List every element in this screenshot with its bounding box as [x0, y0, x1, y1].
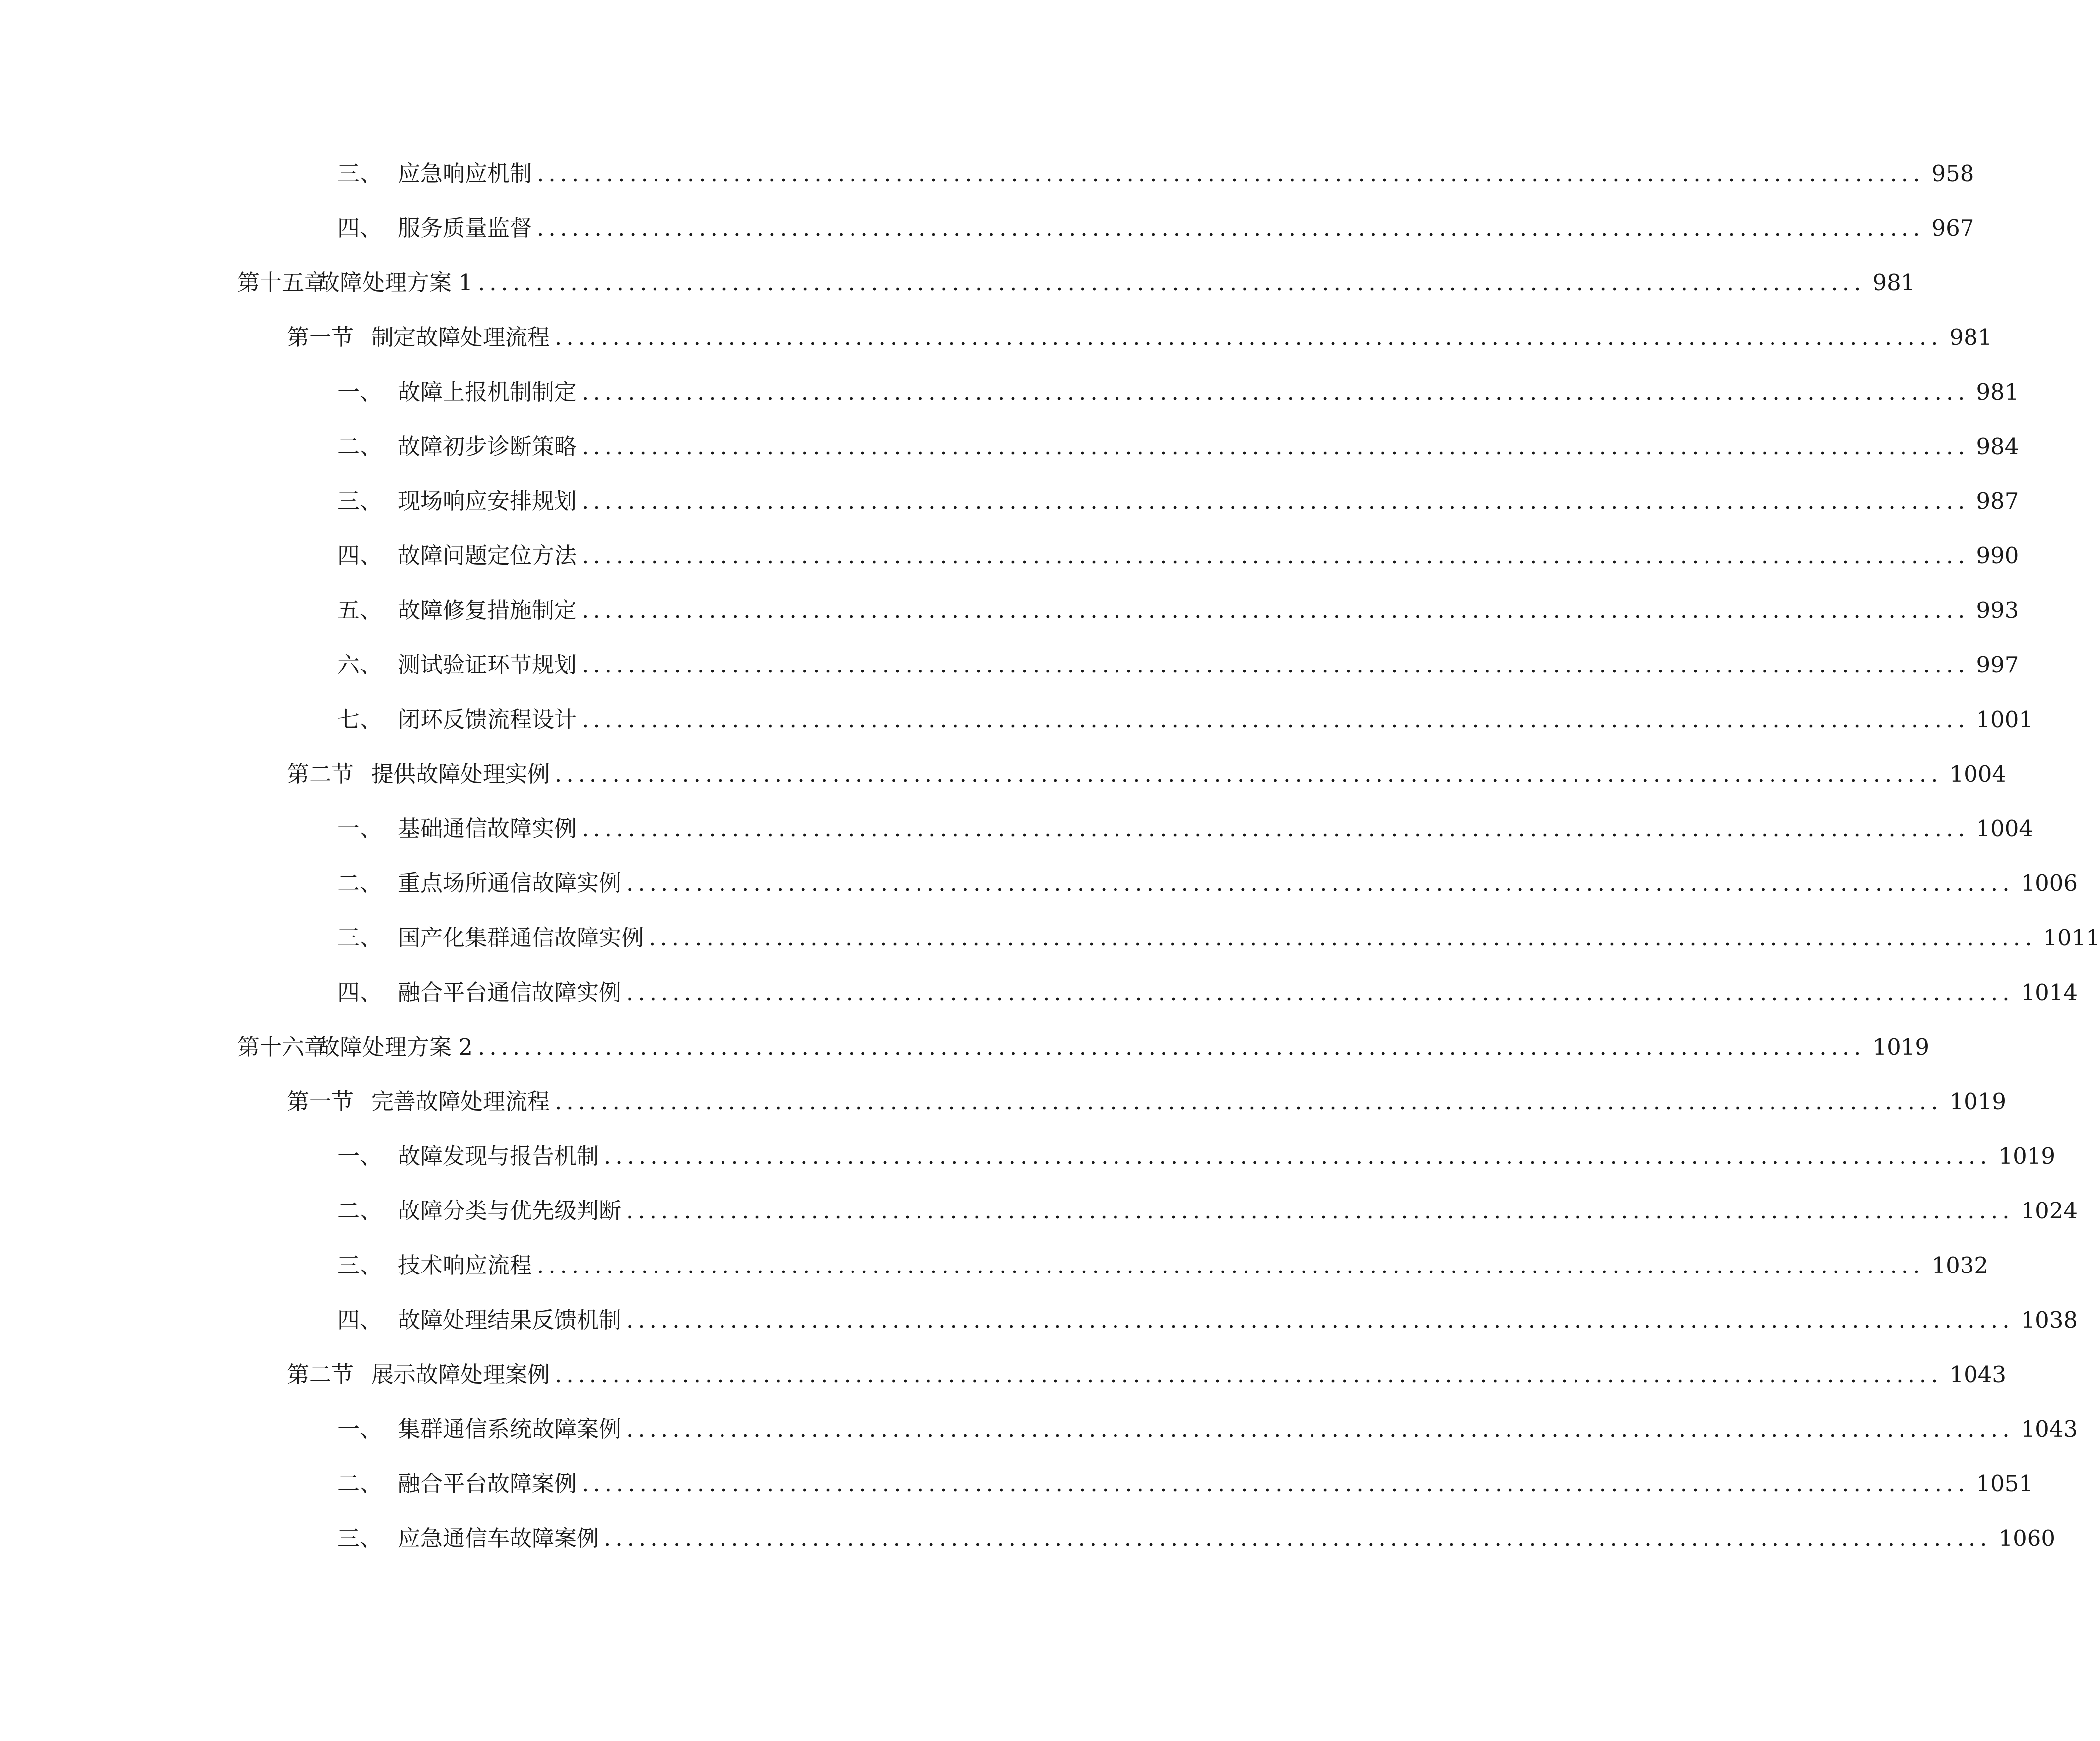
entry-title: 基础通信故障实例 — [398, 815, 577, 842]
dot-leader: ........................................................................................................................ — [582, 542, 1969, 569]
entry-number: 三、 — [337, 160, 383, 187]
entry-title: 集群通信系统故障案例 — [398, 1416, 622, 1442]
dot-leader: ........................................................................................................................ — [582, 488, 1969, 514]
toc-entry[interactable] — [337, 1519, 2056, 1558]
dot-leader: ........................................................................................................................ — [582, 706, 1969, 733]
entry-page-number: 1038 — [2021, 1307, 2078, 1333]
entry-number: 第一节 — [287, 1088, 354, 1115]
entry-number: 二、 — [337, 433, 383, 460]
dot-leader: ........................................................................................................................ — [604, 1525, 1992, 1551]
dot-leader: ........................................................................................................................ — [582, 652, 1969, 678]
entry-title: 故障处理方案 1 — [318, 269, 473, 296]
entry-page-number: 1006 — [2021, 870, 2078, 896]
toc-entry[interactable] — [337, 208, 1974, 248]
entry-page-number: 1024 — [2021, 1198, 2078, 1224]
entry-title: 故障问题定位方法 — [398, 542, 577, 569]
toc-entry[interactable] — [287, 318, 1992, 357]
entry-page-number: 1004 — [1976, 815, 2034, 842]
entry-title: 测试验证环节规划 — [398, 652, 577, 678]
entry-page-number: 993 — [1976, 597, 2019, 623]
toc-entry[interactable] — [237, 1027, 1929, 1067]
entry-page-number: 1019 — [1949, 1088, 2007, 1115]
dot-leader: ........................................................................................................................ — [604, 1143, 1992, 1169]
entry-page-number: 981 — [1976, 379, 2019, 405]
entry-number: 第十五章 — [237, 269, 327, 296]
entry-page-number: 1004 — [1949, 761, 2007, 787]
entry-page-number: 1051 — [1976, 1471, 2034, 1497]
toc-entry[interactable] — [337, 973, 2078, 1012]
dot-leader: ........................................................................................................................ — [626, 1307, 2014, 1333]
dot-leader: ........................................................................................................................ — [555, 324, 1943, 350]
entry-number: 第十六章 — [237, 1034, 327, 1060]
entry-title: 故障分类与优先级判断 — [398, 1198, 622, 1224]
entry-number: 四、 — [337, 1307, 383, 1333]
entry-page-number: 1019 — [1872, 1034, 1929, 1060]
entry-page-number: 958 — [1931, 160, 1974, 187]
dot-leader: ........................................................................................................................ — [537, 215, 1925, 241]
toc-entry[interactable] — [337, 700, 2034, 739]
entry-page-number: 981 — [1949, 324, 1992, 350]
toc-entry[interactable] — [337, 1409, 2078, 1449]
toc-entry[interactable] — [337, 536, 2019, 576]
toc-entry[interactable] — [337, 809, 2034, 849]
entry-number: 四、 — [337, 542, 383, 569]
entry-number: 三、 — [337, 488, 383, 514]
dot-leader: ........................................................................................................................ — [537, 160, 1925, 187]
entry-title: 重点场所通信故障实例 — [398, 870, 622, 896]
entry-number: 三、 — [337, 1525, 383, 1551]
dot-leader: ........................................................................................................................ — [582, 1471, 1969, 1497]
entry-number: 一、 — [337, 379, 383, 405]
entry-title: 融合平台故障案例 — [398, 1471, 577, 1497]
toc-entry[interactable] — [337, 1191, 2078, 1231]
entry-page-number: 984 — [1976, 433, 2019, 460]
entry-title: 故障修复措施制定 — [398, 597, 577, 623]
entry-title: 制定故障处理流程 — [371, 324, 550, 350]
entry-title: 展示故障处理案例 — [371, 1361, 550, 1388]
entry-title: 完善故障处理流程 — [371, 1088, 550, 1115]
entry-number: 一、 — [337, 815, 383, 842]
entry-title: 融合平台通信故障实例 — [398, 979, 622, 1005]
toc-entry[interactable] — [237, 263, 1915, 303]
entry-title: 服务质量监督 — [398, 215, 532, 241]
entry-title: 应急响应机制 — [398, 160, 532, 187]
entry-title: 故障处理方案 2 — [318, 1034, 473, 1060]
entry-page-number: 981 — [1872, 269, 1915, 296]
entry-number: 五、 — [337, 597, 383, 623]
entry-number: 三、 — [337, 1252, 383, 1278]
entry-number: 三、 — [337, 925, 383, 951]
entry-number: 一、 — [337, 1143, 383, 1169]
entry-number: 二、 — [337, 1198, 383, 1224]
toc-entry[interactable] — [337, 645, 2019, 685]
entry-page-number: 1019 — [1998, 1143, 2056, 1169]
entry-title: 应急通信车故障案例 — [398, 1525, 599, 1551]
entry-number: 二、 — [337, 1471, 383, 1497]
toc-entry[interactable] — [337, 591, 2019, 630]
entry-title: 故障上报机制制定 — [398, 379, 577, 405]
dot-leader: ........................................................................................................................ — [626, 979, 2014, 1005]
toc-entry[interactable] — [337, 1464, 2034, 1504]
entry-page-number: 990 — [1976, 542, 2019, 569]
entry-title: 技术响应流程 — [398, 1252, 532, 1278]
entry-title: 国产化集群通信故障实例 — [398, 925, 644, 951]
dot-leader: ........................................................................................................................ — [626, 1198, 2014, 1224]
entry-page-number: 997 — [1976, 652, 2019, 678]
toc-entry[interactable] — [337, 864, 2078, 903]
dot-leader: ........................................................................................................................ — [582, 379, 1969, 405]
toc-entry[interactable] — [337, 1137, 2056, 1176]
entry-page-number: 1043 — [1949, 1361, 2007, 1388]
entry-page-number: 1001 — [1976, 706, 2034, 733]
entry-number: 一、 — [337, 1416, 383, 1442]
dot-leader: ........................................................................................................................ — [555, 1361, 1943, 1388]
dot-leader: ........................................................................................................................ — [582, 433, 1969, 460]
dot-leader: ........................................................................................................................ — [626, 1416, 2014, 1442]
entry-title: 现场响应安排规划 — [398, 488, 577, 514]
entry-number: 第二节 — [287, 761, 354, 787]
toc-entry[interactable] — [337, 372, 2019, 412]
dot-leader: ........................................................................................................................ — [477, 1034, 1866, 1060]
toc-entry[interactable] — [337, 918, 2100, 958]
entry-number: 二、 — [337, 870, 383, 896]
entry-page-number: 987 — [1976, 488, 2019, 514]
entry-title: 提供故障处理实例 — [371, 761, 550, 787]
toc-entry[interactable] — [287, 754, 2007, 794]
entry-page-number: 1014 — [2021, 979, 2078, 1005]
toc-entry[interactable] — [337, 481, 2019, 521]
entry-number: 六、 — [337, 652, 383, 678]
entry-title: 闭环反馈流程设计 — [398, 706, 577, 733]
dot-leader: ........................................................................................................................ — [582, 597, 1969, 623]
entry-page-number: 1043 — [2021, 1416, 2078, 1442]
entry-title: 故障发现与报告机制 — [398, 1143, 599, 1169]
dot-leader: ........................................................................................................................ — [477, 269, 1866, 296]
toc-entry[interactable] — [337, 427, 2019, 467]
dot-leader: ........................................................................................................................ — [626, 870, 2014, 896]
dot-leader: ........................................................................................................................ — [582, 815, 1969, 842]
toc-entry[interactable] — [337, 1246, 1989, 1285]
entry-page-number: 1032 — [1931, 1252, 1989, 1278]
entry-number: 四、 — [337, 215, 383, 241]
dot-leader: ........................................................................................................................ — [555, 761, 1943, 787]
toc-entry[interactable] — [287, 1355, 2007, 1395]
toc-entry[interactable] — [287, 1082, 2007, 1122]
entry-page-number: 1060 — [1998, 1525, 2056, 1551]
toc-entry[interactable] — [337, 1300, 2078, 1340]
entry-number: 第一节 — [287, 324, 354, 350]
entry-number: 七、 — [337, 706, 383, 733]
dot-leader: ........................................................................................................................ — [537, 1252, 1925, 1278]
entry-number: 四、 — [337, 979, 383, 1005]
entry-number: 第二节 — [287, 1361, 354, 1388]
entry-page-number: 967 — [1931, 215, 1974, 241]
entry-title: 故障处理结果反馈机制 — [398, 1307, 622, 1333]
dot-leader: ........................................................................................................................ — [555, 1088, 1943, 1115]
toc-entry[interactable] — [337, 154, 1974, 194]
dot-leader: ........................................................................................................................ — [649, 925, 2036, 951]
entry-title: 故障初步诊断策略 — [398, 433, 577, 460]
entry-page-number: 1011 — [2043, 925, 2100, 951]
